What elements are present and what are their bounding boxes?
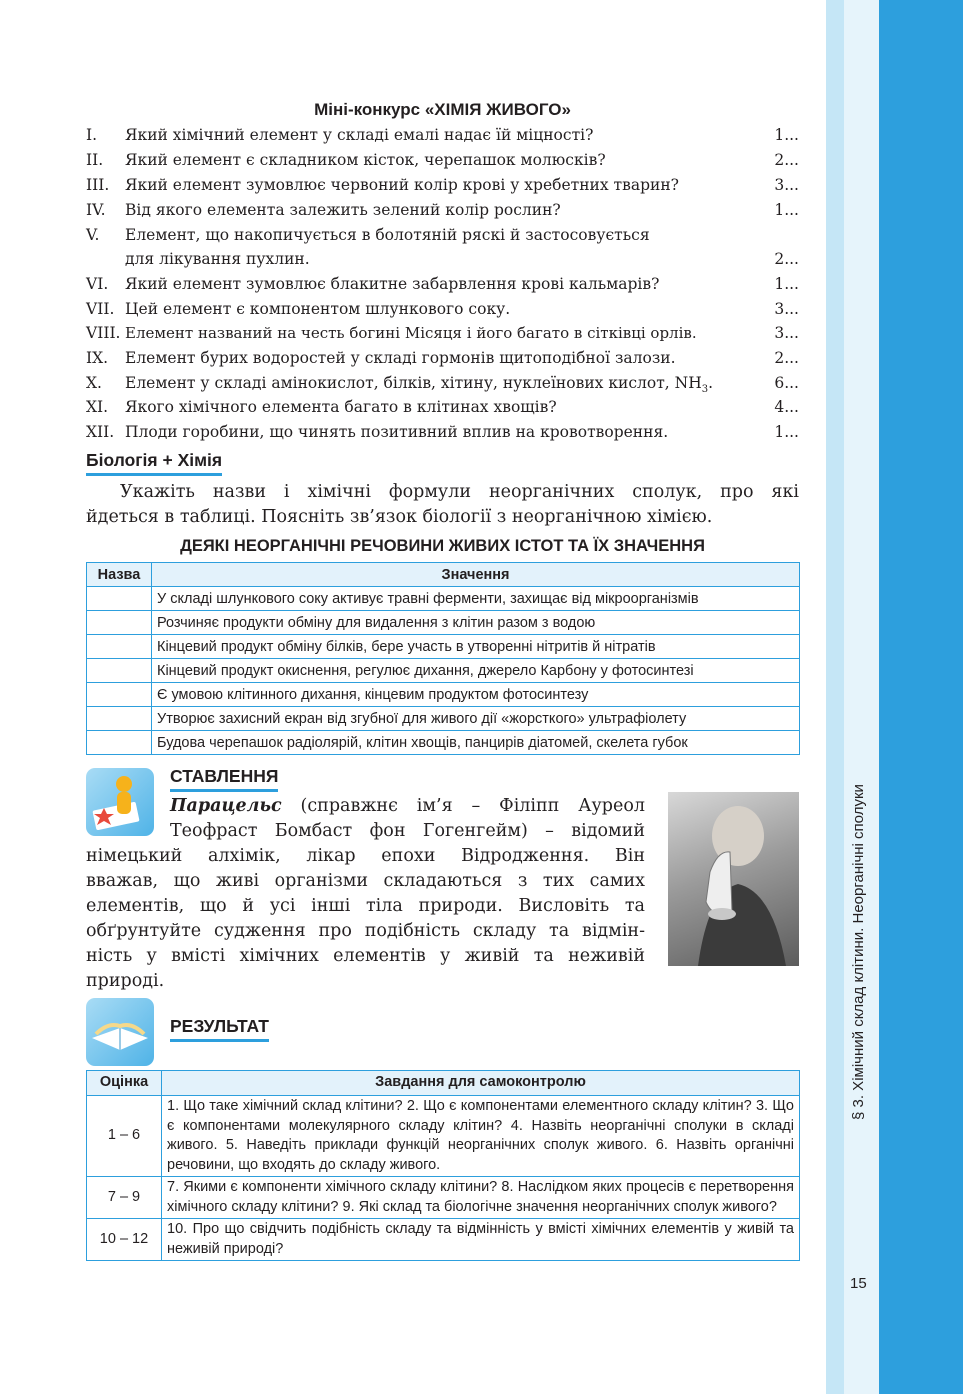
- paragraph-line: обґрунтуйте судження про подібність складу та відмін-: [86, 921, 645, 941]
- question-text-continued: для лікування пухлин.: [125, 250, 310, 268]
- question-text: Який хімічний елемент у складі емалі надає їй міцності?: [125, 126, 594, 144]
- table-row: [87, 635, 800, 659]
- result-icon: [86, 998, 154, 1066]
- paragraph-line: німецький алхімік, лікар епохи Відродження. Він: [86, 846, 645, 866]
- question-answer: 1...: [774, 275, 799, 293]
- question-answer: 2...: [774, 151, 799, 169]
- paragraph-line: [170, 794, 645, 819]
- table-row: [87, 707, 800, 731]
- table-row: [87, 1219, 800, 1261]
- attitude-icon: [86, 768, 154, 836]
- bio-chem-paragraph: [86, 480, 799, 530]
- grade-cell: 1 – 6: [87, 1096, 162, 1177]
- column-header-tasks: Завдання для самоконтролю: [162, 1071, 800, 1096]
- side-band: [826, 0, 963, 1394]
- question-number: X.: [86, 374, 102, 392]
- paragraph-line: Укажіть назви і хімічні формули неорганічних сполук, про які: [120, 482, 799, 502]
- result-heading: РЕЗУЛЬТАТ: [170, 1016, 269, 1042]
- question-number: I.: [86, 126, 98, 144]
- portrait-illustration: [668, 792, 799, 966]
- self-control-table: [86, 1070, 800, 1261]
- meaning-cell: У складі шлункового соку активує травні ферменти, захищає від мікроорганізмів: [152, 587, 800, 611]
- open-book-icon: [86, 998, 154, 1066]
- question-text: Який елемент зумовлює червоний колір крові у хребетних тварин?: [125, 176, 679, 194]
- grade-cell: 10 – 12: [87, 1219, 162, 1261]
- question-answer: 4...: [774, 398, 799, 416]
- table-header-row: [87, 563, 800, 587]
- column-header-grade: Оцінка: [87, 1071, 162, 1096]
- question-text: Який елемент є складником кісток, черепашок молюсків?: [125, 151, 606, 169]
- tasks-cell: 7. Якими є компоненти хімічного складу клітини? 8. Наслідком яких процесів є перетворення хімічного складу клітини? 9. Які склад та біологічне значення неорганічних сполук живого?: [162, 1177, 800, 1219]
- question-row: [86, 225, 799, 270]
- question-text: Цей елемент є компонентом шлункового соку.: [125, 300, 511, 318]
- table-row: [87, 659, 800, 683]
- table-row: [87, 731, 800, 755]
- running-head: § 3. Хімічний склад клітини. Неорганічні сполуки: [850, 784, 867, 1120]
- question-number: XII.: [86, 423, 115, 441]
- question-text-main: Елемент у складі амінокислот, білків, хітину, нуклеїнових кислот, NH: [125, 374, 702, 392]
- question-number: III.: [86, 176, 110, 194]
- question-number: IX.: [86, 349, 109, 367]
- paragraph-line: Теофраст Бомбаст фон Гогенгейм) – відомий: [170, 821, 645, 841]
- question-number: II.: [86, 151, 104, 169]
- meaning-cell: Кінцевий продукт обміну білків, бере участь в утворенні нітритів й нітратів: [152, 635, 800, 659]
- name-cell-empty: [87, 587, 152, 611]
- paragraph-line: йдеться в таблиці. Поясніть зв’язок біології з неорганічною хімією.: [86, 507, 713, 527]
- question-answer: 2...: [774, 250, 799, 268]
- paragraph-line: елементів, що й усі інші тіла природи. Висловіть та: [86, 896, 645, 916]
- name-cell-empty: [87, 635, 152, 659]
- paracelsus-portrait: [668, 792, 799, 966]
- question-answer: 1...: [774, 423, 799, 441]
- question-text: Плоди горобини, що чинять позитивний вплив на кровотворення.: [125, 423, 669, 441]
- meaning-cell: Є умовою клітинного дихання, кінцевим продуктом фотосинтезу: [152, 683, 800, 707]
- question-answer: 2...: [774, 349, 799, 367]
- question-text: Якого хімічного елемента багато в клітинах хвощів?: [125, 398, 557, 416]
- table-row: [87, 611, 800, 635]
- question-answer: 3...: [774, 324, 799, 342]
- table-row: [87, 1096, 800, 1177]
- question-number: VII.: [86, 300, 115, 318]
- inorganic-table-title: ДЕЯКІ НЕОРГАНІЧНІ РЕЧОВИНИ ЖИВИХ ІСТОТ ТА ЇХ ЗНАЧЕННЯ: [180, 537, 705, 555]
- contest-title: Міні-конкурс «ХІМІЯ ЖИВОГО»: [314, 100, 571, 119]
- question-number: IV.: [86, 201, 106, 219]
- name-cell-empty: [87, 611, 152, 635]
- question-number: VIII.: [86, 324, 121, 342]
- question-text: Елемент бурих водоростей у складі гормонів щитоподібної залози.: [125, 349, 676, 367]
- bio-chem-heading: Біологія + Хімія: [86, 450, 222, 476]
- table-row: [87, 683, 800, 707]
- side-band-blue-strip: [879, 0, 963, 1394]
- meaning-cell: Утворює захисний екран від згубної для живого дії «жорсткого» ультрафіолету: [152, 707, 800, 731]
- question-answer: 1...: [774, 126, 799, 144]
- question-number: XI.: [86, 398, 109, 416]
- question-text: Який елемент зумовлює блакитне забарвлення крові кальмарів?: [125, 275, 660, 293]
- question-text: Елемент названий на честь богині Місяця і його багато в сітківці орлів.: [125, 324, 697, 342]
- meaning-cell: Будова черепашок радіолярій, клітин хвощів, панцирів діатомей, скелета губок: [152, 731, 800, 755]
- name-cell-empty: [87, 683, 152, 707]
- table-row: [87, 587, 800, 611]
- tasks-cell: 10. Про що свідчить подібність складу та відмінність у вмісті хімічних елементів у живій та неживій природі?: [162, 1219, 800, 1261]
- question-number: VI.: [86, 275, 109, 293]
- paragraph-line: вважав, що живі організми складаються з тих самих: [86, 871, 645, 891]
- attitude-paragraph-body: [86, 844, 645, 994]
- name-cell-empty: [87, 707, 152, 731]
- question-text-end: .: [708, 374, 714, 392]
- page-number: 15: [850, 1275, 867, 1292]
- inorganic-table: [86, 562, 800, 755]
- formula-subscript: 3: [701, 384, 709, 396]
- question-answer: 6...: [774, 374, 799, 392]
- question-number: V.: [86, 226, 100, 244]
- figure-on-book-icon: [86, 768, 154, 836]
- question-answer: 1...: [774, 201, 799, 219]
- table-header-row: [87, 1071, 800, 1096]
- name-cell-empty: [87, 659, 152, 683]
- paragraph-line-rest: (справжнє ім’я – Філіпп Ауреол: [281, 796, 645, 816]
- question-text: Від якого елемента залежить зелений колір рослин?: [125, 201, 561, 219]
- question-answer: 3...: [774, 176, 799, 194]
- meaning-cell: Розчиняє продукти обміну для видалення з клітин разом з водою: [152, 611, 800, 635]
- tasks-cell: 1. Що таке хімічний склад клітини? 2. Що є компонентами елементного складу клітин? 3. Що є компонентами молекулярного складу клітин? 4. Назвіть неорганічні сполуки в складі живого. 5. Наведіть приклади функцій неорганічних сполук живого. 6. Назвіть органічні речовини, що входять до складу живого.: [162, 1096, 800, 1177]
- meaning-cell: Кінцевий продукт окиснення, регулює дихання, джерело Карбону у фотосинтезі: [152, 659, 800, 683]
- column-header-meaning: Значення: [152, 563, 800, 587]
- question-answer: 3...: [774, 300, 799, 318]
- attitude-paragraph-top: [170, 794, 645, 844]
- side-band-pale-strip: [826, 0, 844, 1394]
- paracelsus-name: Парацельс: [170, 796, 282, 816]
- paragraph-line: природі.: [86, 971, 165, 991]
- question-text: Елемент, що накопичується в болотяній ряскі й застосовується: [125, 226, 650, 244]
- name-cell-empty: [87, 731, 152, 755]
- attitude-heading: СТАВЛЕННЯ: [170, 766, 278, 792]
- table-row: [87, 1177, 800, 1219]
- column-header-name: Назва: [87, 563, 152, 587]
- grade-cell: 7 – 9: [87, 1177, 162, 1219]
- paragraph-line: ність у вмісті хімічних елементів у живій та неживій: [86, 946, 645, 966]
